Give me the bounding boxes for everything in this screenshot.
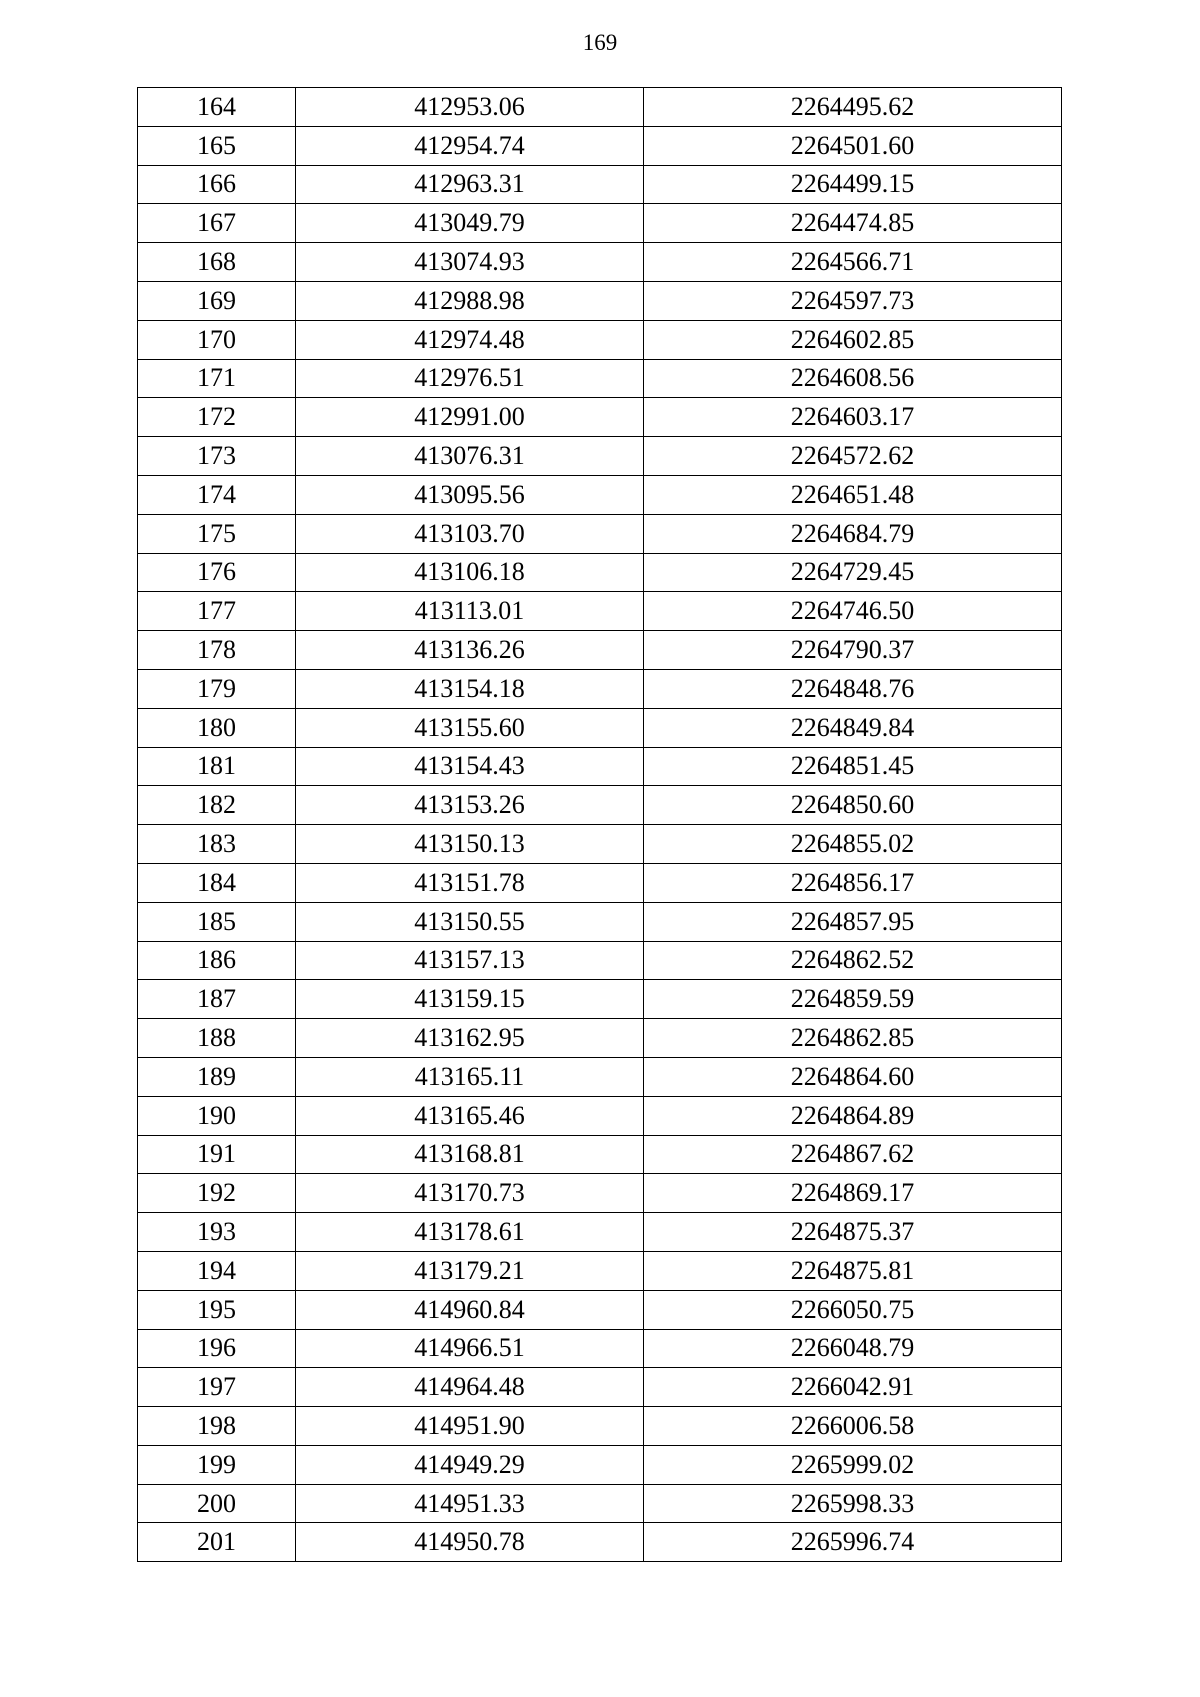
table-row bbox=[138, 1174, 1062, 1213]
point-number-cell: 195 bbox=[138, 1290, 296, 1329]
x-coordinate-cell: 413165.11 bbox=[296, 1057, 644, 1096]
x-coordinate-cell: 413155.60 bbox=[296, 708, 644, 747]
point-number-cell: 167 bbox=[138, 204, 296, 243]
point-number-cell: 196 bbox=[138, 1329, 296, 1368]
table-row bbox=[138, 437, 1062, 476]
y-coordinate-cell: 2264602.85 bbox=[644, 320, 1062, 359]
point-number-cell: 180 bbox=[138, 708, 296, 747]
x-coordinate-cell: 413168.81 bbox=[296, 1135, 644, 1174]
y-coordinate-cell: 2266050.75 bbox=[644, 1290, 1062, 1329]
y-coordinate-cell: 2264746.50 bbox=[644, 592, 1062, 631]
table-row bbox=[138, 592, 1062, 631]
coordinate-table-body bbox=[138, 88, 1062, 1562]
x-coordinate-cell: 413157.13 bbox=[296, 941, 644, 980]
y-coordinate-cell: 2264684.79 bbox=[644, 514, 1062, 553]
point-number-cell: 168 bbox=[138, 243, 296, 282]
y-coordinate-cell: 2264651.48 bbox=[644, 475, 1062, 514]
x-coordinate-cell: 413159.15 bbox=[296, 980, 644, 1019]
table-row bbox=[138, 1523, 1062, 1562]
y-coordinate-cell: 2265996.74 bbox=[644, 1523, 1062, 1562]
point-number-cell: 164 bbox=[138, 88, 296, 127]
x-coordinate-cell: 413106.18 bbox=[296, 553, 644, 592]
table-row bbox=[138, 902, 1062, 941]
point-number-cell: 199 bbox=[138, 1445, 296, 1484]
x-coordinate-cell: 412954.74 bbox=[296, 126, 644, 165]
point-number-cell: 173 bbox=[138, 437, 296, 476]
point-number-cell: 189 bbox=[138, 1057, 296, 1096]
table-row bbox=[138, 786, 1062, 825]
x-coordinate-cell: 412988.98 bbox=[296, 281, 644, 320]
y-coordinate-cell: 2264864.89 bbox=[644, 1096, 1062, 1135]
x-coordinate-cell: 412974.48 bbox=[296, 320, 644, 359]
x-coordinate-cell: 413154.18 bbox=[296, 669, 644, 708]
point-number-cell: 188 bbox=[138, 1019, 296, 1058]
y-coordinate-cell: 2264790.37 bbox=[644, 631, 1062, 670]
point-number-cell: 194 bbox=[138, 1251, 296, 1290]
x-coordinate-cell: 413151.78 bbox=[296, 863, 644, 902]
table-row bbox=[138, 863, 1062, 902]
coordinate-table bbox=[137, 87, 1062, 1562]
table-row bbox=[138, 1368, 1062, 1407]
x-coordinate-cell: 413153.26 bbox=[296, 786, 644, 825]
table-row bbox=[138, 980, 1062, 1019]
page-number: 169 bbox=[582, 30, 618, 55]
y-coordinate-cell: 2264850.60 bbox=[644, 786, 1062, 825]
x-coordinate-cell: 412963.31 bbox=[296, 165, 644, 204]
x-coordinate-cell: 413095.56 bbox=[296, 475, 644, 514]
y-coordinate-cell: 2264499.15 bbox=[644, 165, 1062, 204]
point-number-cell: 174 bbox=[138, 475, 296, 514]
x-coordinate-cell: 414964.48 bbox=[296, 1368, 644, 1407]
point-number-cell: 190 bbox=[138, 1096, 296, 1135]
table-row bbox=[138, 669, 1062, 708]
y-coordinate-cell: 2264867.62 bbox=[644, 1135, 1062, 1174]
table-row bbox=[138, 1407, 1062, 1446]
point-number-cell: 171 bbox=[138, 359, 296, 398]
table-row bbox=[138, 281, 1062, 320]
x-coordinate-cell: 413150.13 bbox=[296, 825, 644, 864]
point-number-cell: 177 bbox=[138, 592, 296, 631]
table-row bbox=[138, 1290, 1062, 1329]
table-row bbox=[138, 359, 1062, 398]
y-coordinate-cell: 2264862.85 bbox=[644, 1019, 1062, 1058]
table-row bbox=[138, 243, 1062, 282]
table-row bbox=[138, 398, 1062, 437]
table-row bbox=[138, 1445, 1062, 1484]
table-row bbox=[138, 514, 1062, 553]
table-row bbox=[138, 88, 1062, 127]
point-number-cell: 197 bbox=[138, 1368, 296, 1407]
x-coordinate-cell: 413165.46 bbox=[296, 1096, 644, 1135]
point-number-cell: 187 bbox=[138, 980, 296, 1019]
table-row bbox=[138, 126, 1062, 165]
y-coordinate-cell: 2264501.60 bbox=[644, 126, 1062, 165]
y-coordinate-cell: 2264608.56 bbox=[644, 359, 1062, 398]
y-coordinate-cell: 2264855.02 bbox=[644, 825, 1062, 864]
y-coordinate-cell: 2264875.37 bbox=[644, 1213, 1062, 1252]
x-coordinate-cell: 414966.51 bbox=[296, 1329, 644, 1368]
table-row bbox=[138, 631, 1062, 670]
x-coordinate-cell: 413103.70 bbox=[296, 514, 644, 553]
y-coordinate-cell: 2264859.59 bbox=[644, 980, 1062, 1019]
y-coordinate-cell: 2264851.45 bbox=[644, 747, 1062, 786]
table-row bbox=[138, 1251, 1062, 1290]
y-coordinate-cell: 2265999.02 bbox=[644, 1445, 1062, 1484]
x-coordinate-cell: 413154.43 bbox=[296, 747, 644, 786]
point-number-cell: 172 bbox=[138, 398, 296, 437]
x-coordinate-cell: 412991.00 bbox=[296, 398, 644, 437]
point-number-cell: 185 bbox=[138, 902, 296, 941]
point-number-cell: 182 bbox=[138, 786, 296, 825]
point-number-cell: 198 bbox=[138, 1407, 296, 1446]
x-coordinate-cell: 413170.73 bbox=[296, 1174, 644, 1213]
y-coordinate-cell: 2264474.85 bbox=[644, 204, 1062, 243]
x-coordinate-cell: 413150.55 bbox=[296, 902, 644, 941]
x-coordinate-cell: 413113.01 bbox=[296, 592, 644, 631]
y-coordinate-cell: 2264729.45 bbox=[644, 553, 1062, 592]
point-number-cell: 175 bbox=[138, 514, 296, 553]
x-coordinate-cell: 413179.21 bbox=[296, 1251, 644, 1290]
table-row bbox=[138, 941, 1062, 980]
table-row bbox=[138, 1329, 1062, 1368]
table-row bbox=[138, 1096, 1062, 1135]
table-row bbox=[138, 747, 1062, 786]
point-number-cell: 192 bbox=[138, 1174, 296, 1213]
point-number-cell: 166 bbox=[138, 165, 296, 204]
point-number-cell: 169 bbox=[138, 281, 296, 320]
point-number-cell: 178 bbox=[138, 631, 296, 670]
y-coordinate-cell: 2266042.91 bbox=[644, 1368, 1062, 1407]
table-row bbox=[138, 165, 1062, 204]
point-number-cell: 186 bbox=[138, 941, 296, 980]
y-coordinate-cell: 2266006.58 bbox=[644, 1407, 1062, 1446]
table-row bbox=[138, 1057, 1062, 1096]
y-coordinate-cell: 2264869.17 bbox=[644, 1174, 1062, 1213]
point-number-cell: 200 bbox=[138, 1484, 296, 1523]
table-row bbox=[138, 1019, 1062, 1058]
point-number-cell: 176 bbox=[138, 553, 296, 592]
x-coordinate-cell: 414951.90 bbox=[296, 1407, 644, 1446]
table-row bbox=[138, 1135, 1062, 1174]
point-number-cell: 191 bbox=[138, 1135, 296, 1174]
x-coordinate-cell: 412953.06 bbox=[296, 88, 644, 127]
x-coordinate-cell: 414949.29 bbox=[296, 1445, 644, 1484]
point-number-cell: 183 bbox=[138, 825, 296, 864]
y-coordinate-cell: 2264856.17 bbox=[644, 863, 1062, 902]
x-coordinate-cell: 414950.78 bbox=[296, 1523, 644, 1562]
table-row bbox=[138, 825, 1062, 864]
point-number-cell: 170 bbox=[138, 320, 296, 359]
point-number-cell: 184 bbox=[138, 863, 296, 902]
y-coordinate-cell: 2264848.76 bbox=[644, 669, 1062, 708]
y-coordinate-cell: 2266048.79 bbox=[644, 1329, 1062, 1368]
y-coordinate-cell: 2264572.62 bbox=[644, 437, 1062, 476]
table-row bbox=[138, 320, 1062, 359]
y-coordinate-cell: 2264875.81 bbox=[644, 1251, 1062, 1290]
table-row bbox=[138, 204, 1062, 243]
x-coordinate-cell: 413074.93 bbox=[296, 243, 644, 282]
x-coordinate-cell: 413162.95 bbox=[296, 1019, 644, 1058]
x-coordinate-cell: 413076.31 bbox=[296, 437, 644, 476]
y-coordinate-cell: 2265998.33 bbox=[644, 1484, 1062, 1523]
table-row bbox=[138, 1213, 1062, 1252]
y-coordinate-cell: 2264603.17 bbox=[644, 398, 1062, 437]
y-coordinate-cell: 2264864.60 bbox=[644, 1057, 1062, 1096]
y-coordinate-cell: 2264566.71 bbox=[644, 243, 1062, 282]
y-coordinate-cell: 2264597.73 bbox=[644, 281, 1062, 320]
x-coordinate-cell: 412976.51 bbox=[296, 359, 644, 398]
table-row bbox=[138, 1484, 1062, 1523]
y-coordinate-cell: 2264862.52 bbox=[644, 941, 1062, 980]
point-number-cell: 179 bbox=[138, 669, 296, 708]
y-coordinate-cell: 2264849.84 bbox=[644, 708, 1062, 747]
table-row bbox=[138, 708, 1062, 747]
point-number-cell: 181 bbox=[138, 747, 296, 786]
y-coordinate-cell: 2264495.62 bbox=[644, 88, 1062, 127]
table-row bbox=[138, 475, 1062, 514]
x-coordinate-cell: 414951.33 bbox=[296, 1484, 644, 1523]
point-number-cell: 201 bbox=[138, 1523, 296, 1562]
point-number-cell: 193 bbox=[138, 1213, 296, 1252]
x-coordinate-cell: 413136.26 bbox=[296, 631, 644, 670]
table-row bbox=[138, 553, 1062, 592]
y-coordinate-cell: 2264857.95 bbox=[644, 902, 1062, 941]
x-coordinate-cell: 414960.84 bbox=[296, 1290, 644, 1329]
point-number-cell: 165 bbox=[138, 126, 296, 165]
x-coordinate-cell: 413178.61 bbox=[296, 1213, 644, 1252]
x-coordinate-cell: 413049.79 bbox=[296, 204, 644, 243]
